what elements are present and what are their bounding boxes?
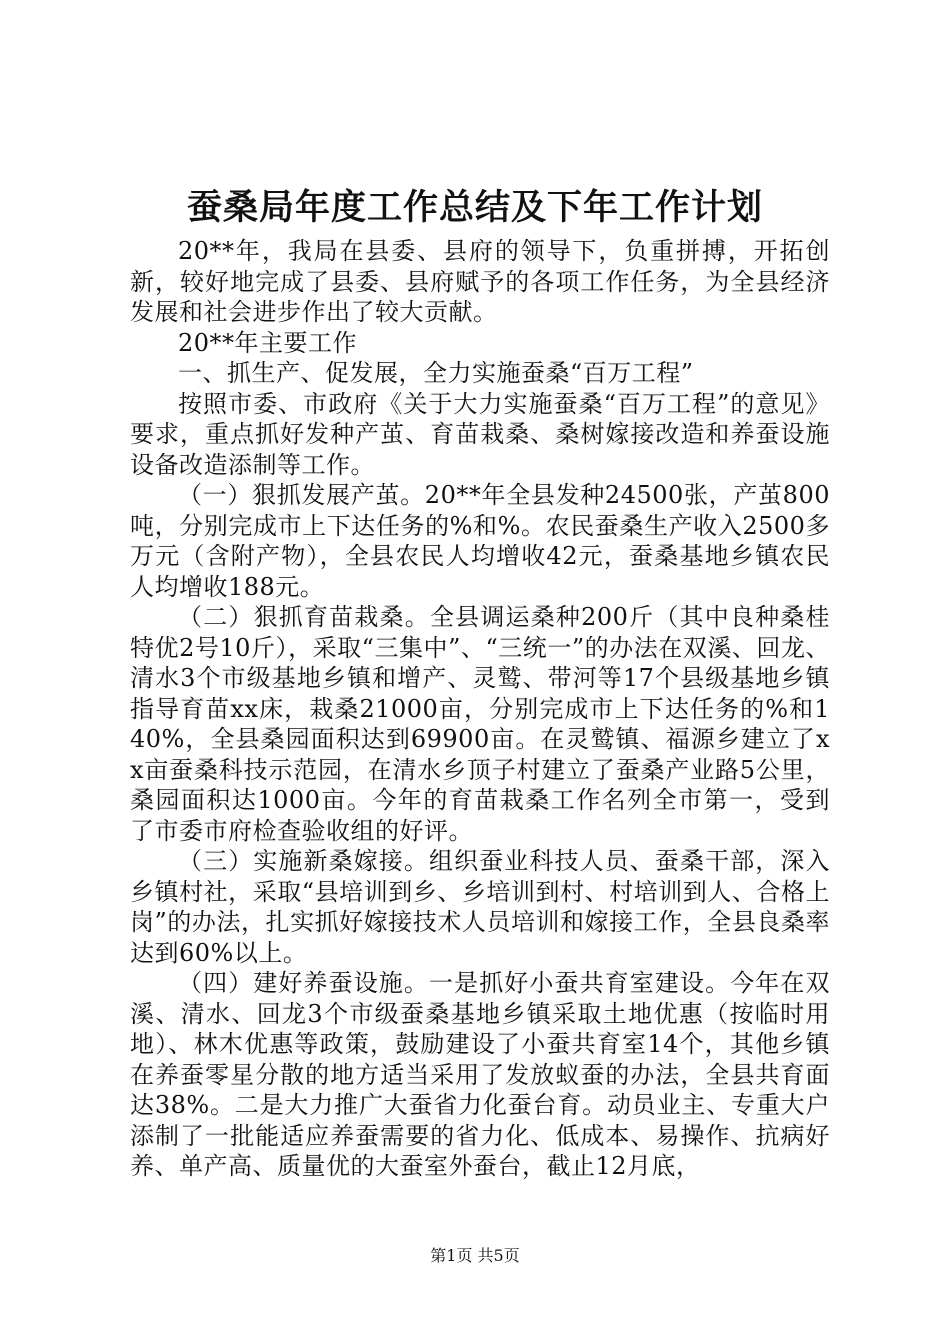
paragraph-intro: 20**年，我局在县委、县府的领导下，负重拼搏，开拓创新，较好地完成了县委、县府赋予的各项工作任务，为全县经济发展和社会进步作出了较大贡献。: [130, 237, 830, 326]
paragraph-item-2: （二）狠抓育苗栽桑。全县调运桑种200斤（其中良种桑桂特优2号10斤），采取“三集中”、“三统一”的办法在双溪、回龙、清水3个市级基地乡镇和增产、灵鹫、带河等17个县级基地乡镇指导育苗xx床，栽桑21000亩，分别完成市上下达任务的%和140%，全县桑园面积达到69900亩。在灵鹫镇、福源乡建立了xx亩蚕桑科技示范园，在清水乡顶子村建立了蚕桑产业路5公里，桑园面积达1000亩。今年的育苗栽桑工作名列全市第一，受到了市委市府检查验收组的好评。: [130, 603, 830, 845]
paragraph-subheading-1: 一、抓生产、促发展，全力实施蚕桑“百万工程”: [178, 359, 694, 387]
paragraph-section-heading: 20**年主要工作: [178, 328, 358, 357]
document-title: 蚕桑局年度工作总结及下年工作计划: [186, 187, 763, 228]
paragraph-item-3: （三）实施新桑嫁接。组织蚕业科技人员、蚕桑干部，深入乡镇村社，采取“县培训到乡、乡培训到村、村培训到人、合格上岗”的办法，扎实抓好嫁接技术人员培训和嫁接工作，全县良桑率达到60%以上。: [130, 847, 830, 967]
page-footer: 第1页 共5页: [430, 1246, 520, 1265]
paragraph-requirements: 按照市委、市政府《关于大力实施蚕桑“百万工程”的意见》要求，重点抓好发种产茧、育苗栽桑、桑树嫁接改造和养蚕设施设备改造添制等工作。: [130, 389, 830, 479]
paragraph-item-1: （一）狠抓发展产茧。20**年全县发种24500张，产茧800吨，分别完成市上下达任务的%和%。农民蚕桑生产收入2500多万元（含附产物），全县农民人均增收42元，蚕桑基地乡镇农民人均增收188元。: [130, 481, 830, 601]
paragraph-item-4: （四）建好养蚕设施。一是抓好小蚕共育室建设。今年在双溪、清水、回龙3个市级蚕桑基地乡镇采取土地优惠（按临时用地）、林木优惠等政策，鼓励建设了小蚕共育室14个，其他乡镇在养蚕零星分散的地方适当采用了发放蚁蚕的办法，全县共育面达38%。二是大力推广大蚕省力化蚕台育。动员业主、专重大户添制了一批能适应养蚕需要的省力化、低成本、易操作、抗病好养、单产高、质量优的大蚕室外蚕台，截止12月底，: [130, 969, 830, 1180]
document-body: [130, 236, 830, 1182]
